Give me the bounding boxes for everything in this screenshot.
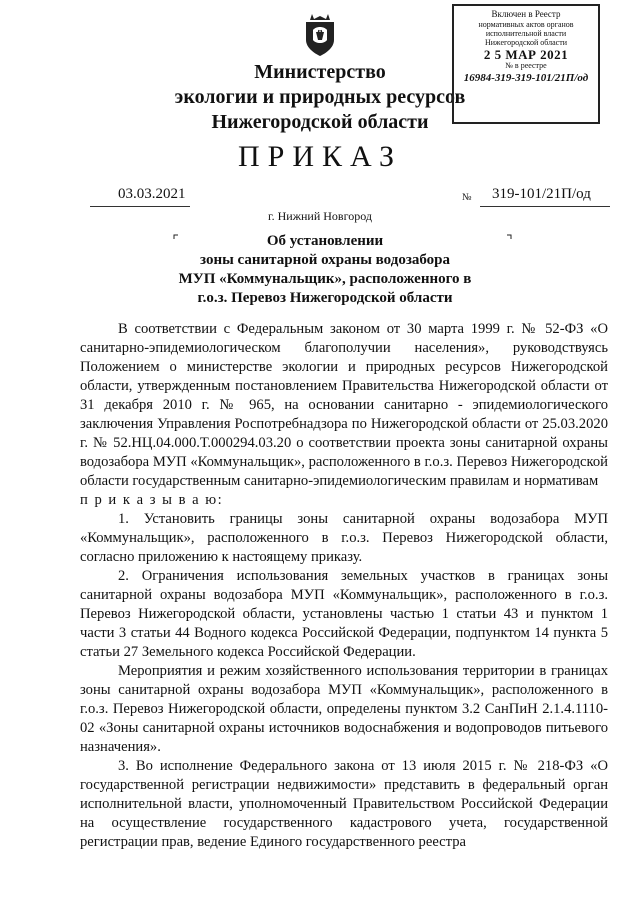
ministry-line: экологии и природных ресурсов — [174, 86, 466, 108]
subject-line: зоны санитарной охраны водозабора — [200, 252, 450, 268]
number-label: № — [462, 192, 472, 203]
subject-line: г.о.з. Перевоз Нижегородской области — [197, 290, 453, 306]
ministry-header — [150, 60, 490, 135]
stamp-reg-label: № в реестре — [505, 61, 547, 70]
document-number: 319-101/21П/од — [492, 186, 591, 202]
subject-line: Об установлении — [266, 233, 384, 249]
date-underline — [90, 206, 190, 207]
ministry-line: Нижегородской области — [211, 111, 429, 133]
stamp-line: нормативных актов органов — [478, 20, 574, 29]
number-underline — [480, 206, 610, 207]
body-paragraph: 2. Ограничения использования земельных участков в границах зоны санитарной охраны водозабора МУП «Коммунальщик», расположенного в г.о.з. Перевоз Нижегородской области, установлены частью 1 статьи 43 и пунктом 1 части 3 статьи 44 Водного кодекса Российской Федерации, подпунктом 14 пункта 5 статьи 27 Земельного кодекса Российской Федерации. — [80, 568, 608, 660]
subject-line: МУП «Коммунальщик», расположенного в — [178, 271, 472, 287]
registry-stamp — [452, 4, 600, 124]
document-date: 03.03.2021 — [118, 186, 186, 202]
document-title: ПРИКАЗ — [238, 140, 402, 173]
body-paragraph: В соответствии с Федеральным законом от 30 марта 1999 г. № 52-ФЗ «О санитарно-эпидемиологическом благополучии населения», руководствуясь Положением о министерстве экологии и природных ресурсов Нижегородской области, утвержденным постановлением Правительства Нижегородской области от 31 декабря 2010 г. № 965, на основании санитарно - эпидемиологического заключения Управления Роспотребнадзора по Нижегородской области от 25.03.2020 г. № 52.НЦ.04.000.Т.000294.03.20 о соответствии проекта зоны санитарной охраны водозабора МУП «Коммунальщик», расположенного в г.о.з. Перевоз Нижегородской области государственным санитарно-эпидемиологическим правилам и нормативам — [80, 321, 608, 489]
prikazyvayu-line: п р и к а з ы в а ю: — [80, 492, 224, 508]
coat-of-arms-icon — [300, 10, 340, 58]
document-subject — [150, 232, 500, 308]
stamp-line: Включен в Реестр — [491, 9, 561, 19]
corner-mark — [506, 234, 512, 240]
document-city: г. Нижний Новгород — [268, 209, 372, 223]
stamp-line: Нижегородской области — [484, 38, 567, 47]
ministry-line: Министерство — [254, 61, 386, 83]
body-paragraph: Мероприятия и режим хозяйственного использования территории в границах зоны санитарной охраны водозабора МУП «Коммунальщик», расположенного в г.о.з. Перевоз Нижегородской области, определены пунктом 3.2 СанПиН 2.1.4.1110-02 «Зоны санитарной охраны источников водоснабжения и водопроводов питьевого назначения». — [80, 663, 608, 755]
stamp-date: 2 5 МАР 2021 — [483, 47, 569, 62]
document-body — [80, 320, 608, 852]
body-paragraph: 3. Во исполнение Федерального закона от 13 июля 2015 г. № 218-ФЗ «О государственной регистрации недвижимости» представить в федеральный орган исполнительной власти, уполномоченный Правительством Российской Федерации на осуществление государственного кадастрового учета, государственной регистрации прав, ведение Единого государственного реестра — [80, 758, 608, 850]
stamp-reg-number: 16984-319-319-101/21П/од — [463, 72, 589, 84]
body-paragraph: 1. Установить границы зоны санитарной охраны водозабора МУП «Коммунальщик», расположенного в г.о.з. Перевоз Нижегородской области, согласно приложению к настоящему приказу. — [80, 511, 608, 565]
stamp-line: исполнительной власти — [485, 29, 567, 38]
